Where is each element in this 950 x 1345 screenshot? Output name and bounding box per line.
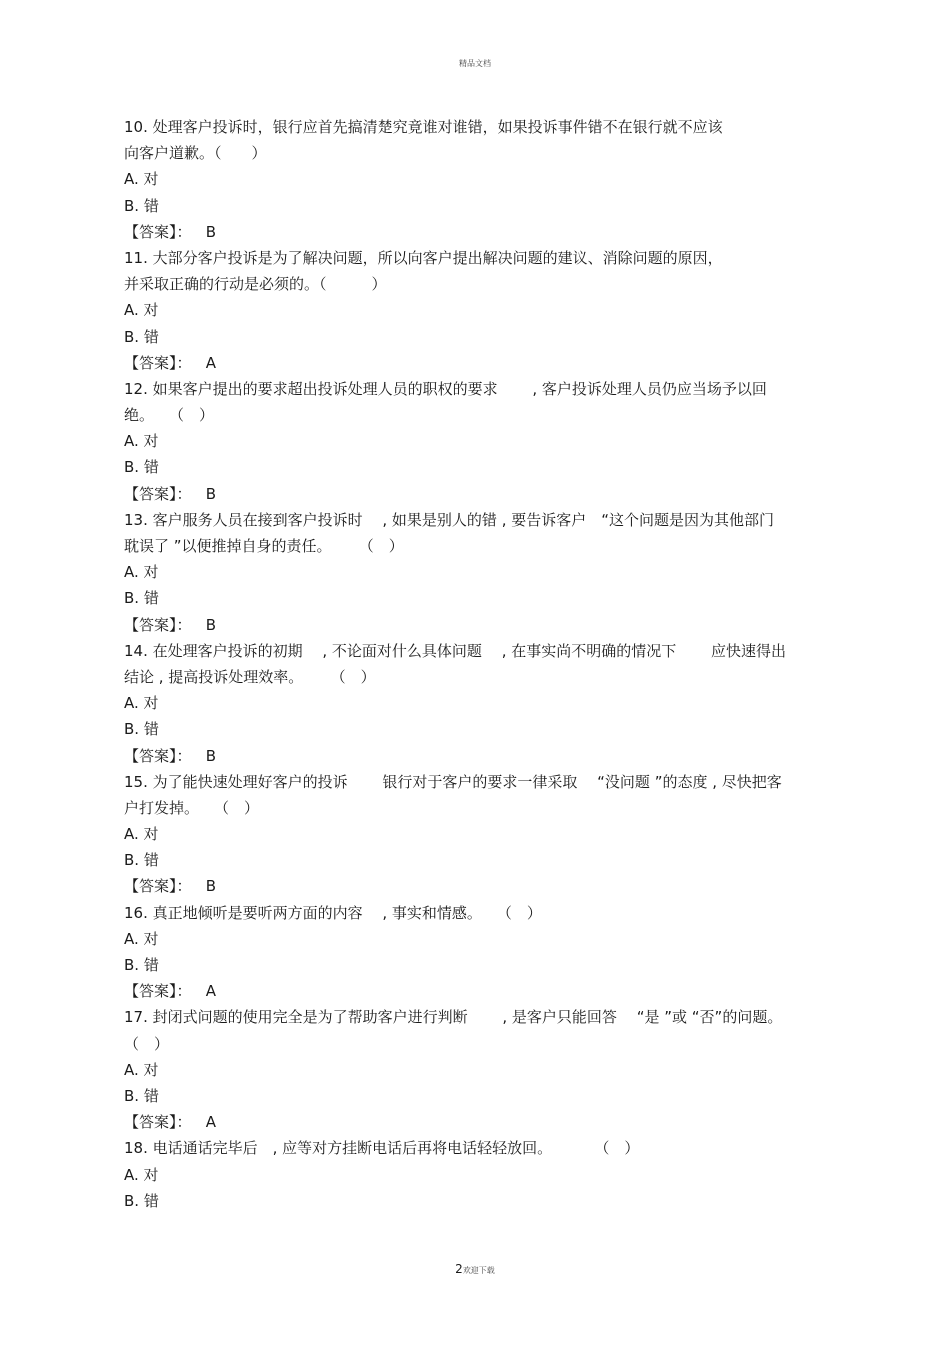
answer-option: A. 对 (124, 563, 159, 582)
question-text: 绝。 （ ） (124, 406, 215, 425)
answer-option: B. 错 (124, 196, 159, 215)
question-item (124, 114, 829, 245)
answer-option: B. 错 (124, 1191, 159, 1210)
page-footer (0, 1262, 950, 1276)
question-item (124, 507, 829, 638)
question-item (124, 1004, 829, 1135)
answer-key: 【答案】： A (124, 982, 217, 1001)
question-text: 并采取正确的行动是必须的。（ ） (124, 275, 387, 294)
question-text: 向客户道歉。（ ） (124, 144, 267, 163)
question-item (124, 1135, 829, 1214)
answer-option: B. 错 (124, 458, 159, 477)
answer-option: A. 对 (124, 825, 159, 844)
question-text: 耽误了 ”以便推掉自身的责任。 （ ） (124, 537, 404, 555)
answer-key: 【答案】： A (124, 353, 217, 372)
answer-option: B. 错 (124, 327, 159, 346)
question-text: 14. 在处理客户投诉的初期 , 不论面对什么具体问题 , 在事实尚不明确的情况下 应快速得出 (124, 641, 787, 660)
answer-key: 【答案】： B (124, 746, 217, 765)
question-text: 12. 如果客户提出的要求超出投诉处理人员的职权的要求 , 客户投诉处理人员仍应当场予以回 (124, 379, 767, 398)
answer-option: A. 对 (124, 432, 159, 451)
answer-option: B. 错 (124, 851, 159, 870)
question-text: 11. 大部分客户投诉是为了解决问题，所以向客户提出解决问题的建议、消除问题的原因， (124, 248, 723, 267)
answer-option: A. 对 (124, 301, 159, 320)
question-item (124, 900, 829, 1005)
answer-key: 【答案】： A (124, 1113, 217, 1132)
answer-key: 【答案】： B (124, 615, 217, 634)
footer-text: 欢迎下载 (462, 1266, 495, 1275)
question-item (124, 376, 829, 507)
answer-option: A. 对 (124, 170, 159, 189)
page-number: 2 (455, 1262, 463, 1276)
answer-key: 【答案】： B (124, 222, 217, 241)
answer-key: 【答案】： B (124, 877, 217, 896)
answer-option: B. 错 (124, 589, 159, 608)
question-text: 15. 为了能快速处理好客户的投诉 银行对于客户的要求一律采取 “没问题 ”的态度 , 尽快把客 (124, 772, 782, 791)
answer-option: A. 对 (124, 694, 159, 713)
question-text: （ ） (124, 1034, 170, 1053)
question-text: 16. 真正地倾听是要听两方面的内容 , 事实和情感。 （ ） (124, 903, 542, 922)
question-text: 18. 电话通话完毕后 , 应等对方挂断电话后再将电话轻轻放回。 （ ） (124, 1139, 640, 1158)
question-text: 结论 , 提高投诉处理效率。 （ ） (124, 667, 376, 686)
answer-option: A. 对 (124, 1060, 159, 1079)
answer-option: A. 对 (124, 929, 159, 948)
question-list (124, 114, 829, 1214)
answer-option: B. 错 (124, 956, 159, 974)
page-header: 精品文档 (459, 59, 491, 68)
question-text: 10. 处理客户投诉时，银行应首先搞清楚究竟谁对谁错，如果投诉事件错不在银行就不应该 (124, 118, 723, 136)
answer-option: B. 错 (124, 720, 159, 739)
question-item (124, 245, 829, 376)
answer-key: 【答案】： B (124, 484, 217, 503)
question-item (124, 769, 829, 900)
question-text: 户打发掉。 （ ） (124, 798, 260, 817)
answer-option: B. 错 (124, 1086, 159, 1105)
question-item (124, 638, 829, 769)
answer-option: A. 对 (124, 1165, 159, 1184)
question-text: 13. 客户服务人员在接到客户投诉时 , 如果是别人的错 , 要告诉客户 “这个问题是因为其他部门 (124, 510, 775, 529)
question-text: 17. 封闭式问题的使用完全是为了帮助客户进行判断 , 是客户只能回答 “是 ”或 “否”的问题。 (124, 1008, 783, 1027)
